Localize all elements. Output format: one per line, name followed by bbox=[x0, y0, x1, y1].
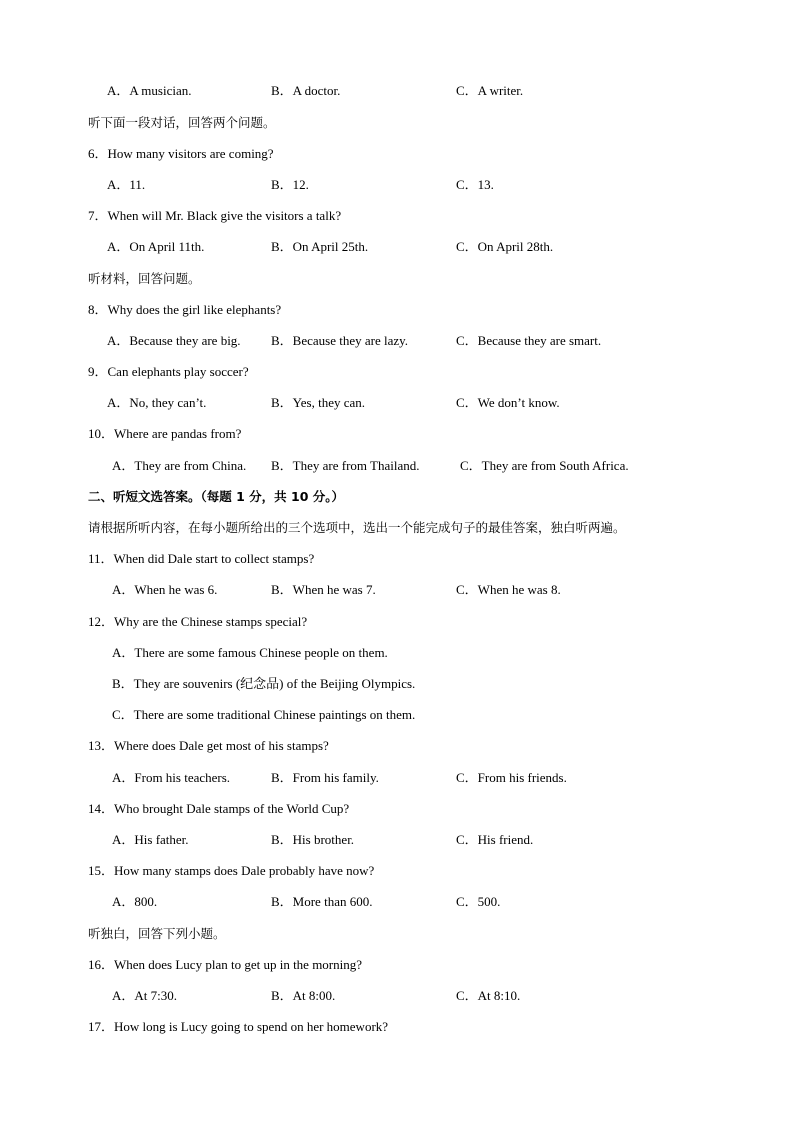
q13-option-c: C．From his friends. bbox=[456, 770, 567, 785]
q14-stem: 14．Who brought Dale stamps of the World Cup? bbox=[88, 801, 350, 816]
q15-stem: 15．How many stamps does Dale probably have now? bbox=[88, 863, 375, 878]
q6-stem: 6．How many visitors are coming? bbox=[88, 146, 274, 161]
instruction-monologue: 听独白，回答下列小题。 bbox=[88, 926, 226, 941]
q13-option-b: B．From his family. bbox=[271, 770, 379, 785]
q13-stem: 13．Where does Dale get most of his stamps? bbox=[88, 738, 329, 753]
q12-stem: 12．Why are the Chinese stamps special? bbox=[88, 614, 308, 629]
q11-option-b: B．When he was 7. bbox=[271, 582, 376, 597]
q11-stem: 11．When did Dale start to collect stamps? bbox=[88, 551, 315, 566]
section-2-title: 二、听短文选答案。（每题 1 分，共 10 分。） bbox=[88, 489, 345, 504]
q15-option-c: C．500. bbox=[456, 894, 501, 909]
q12-option-a: A．There are some famous Chinese people on them. bbox=[112, 645, 388, 660]
q7-stem: 7．When will Mr. Black give the visitors a talk? bbox=[88, 208, 342, 223]
q17-stem: 17．How long is Lucy going to spend on her homework? bbox=[88, 1019, 389, 1034]
q6-option-c: C．13. bbox=[456, 177, 494, 192]
q8-option-a: A．Because they are big. bbox=[107, 333, 241, 348]
q10-stem: 10．Where are pandas from? bbox=[88, 426, 242, 441]
q11-option-a: A．When he was 6. bbox=[112, 582, 218, 597]
q8-option-c: C．Because they are smart. bbox=[456, 333, 602, 348]
q9-option-c: C．We don’t know. bbox=[456, 395, 560, 410]
q8-option-b: B．Because they are lazy. bbox=[271, 333, 409, 348]
q10-option-a: A．They are from China. bbox=[112, 458, 247, 473]
q10-option-b: B．They are from Thailand. bbox=[271, 458, 420, 473]
q10-option-c: C．They are from South Africa. bbox=[460, 458, 629, 473]
instruction-dialogue: 听下面一段对话，回答两个问题。 bbox=[88, 115, 276, 130]
q12-option-c: C．There are some traditional Chinese paintings on them. bbox=[112, 707, 416, 722]
q16-stem: 16．When does Lucy plan to get up in the morning? bbox=[88, 957, 363, 972]
q5-option-b: B．A doctor. bbox=[271, 83, 341, 98]
q13-option-a: A．From his teachers. bbox=[112, 770, 231, 785]
q16-option-a: A．At 7:30. bbox=[112, 988, 178, 1003]
q16-option-b: B．At 8:00. bbox=[271, 988, 336, 1003]
q5-option-c: C．A writer. bbox=[456, 83, 524, 98]
q7-option-c: C．On April 28th. bbox=[456, 239, 554, 254]
q14-option-a: A．His father. bbox=[112, 832, 189, 847]
q5-option-a: A．A musician. bbox=[107, 83, 192, 98]
q7-option-b: B．On April 25th. bbox=[271, 239, 369, 254]
q15-option-a: A．800. bbox=[112, 894, 158, 909]
q9-option-a: A．No, they can’t. bbox=[107, 395, 207, 410]
q7-option-a: A．On April 11th. bbox=[107, 239, 205, 254]
q15-option-b: B．More than 600. bbox=[271, 894, 373, 909]
q8-stem: 8．Why does the girl like elephants? bbox=[88, 302, 282, 317]
q9-option-b: B．Yes, they can. bbox=[271, 395, 366, 410]
q14-option-b: B．His brother. bbox=[271, 832, 355, 847]
q9-stem: 9．Can elephants play soccer? bbox=[88, 364, 249, 379]
q6-option-a: A．11. bbox=[107, 177, 146, 192]
instruction-material: 听材料，回答问题。 bbox=[88, 271, 201, 286]
q12-option-b: B．They are souvenirs (纪念品) of the Beijing Olympics. bbox=[112, 676, 416, 691]
q14-option-c: C．His friend. bbox=[456, 832, 534, 847]
section-2-instruction: 请根据所听内容，在每小题所给出的三个选项中，选出一个能完成句子的最佳答案，独白听两遍。 bbox=[88, 520, 626, 535]
q16-option-c: C．At 8:10. bbox=[456, 988, 521, 1003]
q6-option-b: B．12. bbox=[271, 177, 309, 192]
q11-option-c: C．When he was 8. bbox=[456, 582, 561, 597]
